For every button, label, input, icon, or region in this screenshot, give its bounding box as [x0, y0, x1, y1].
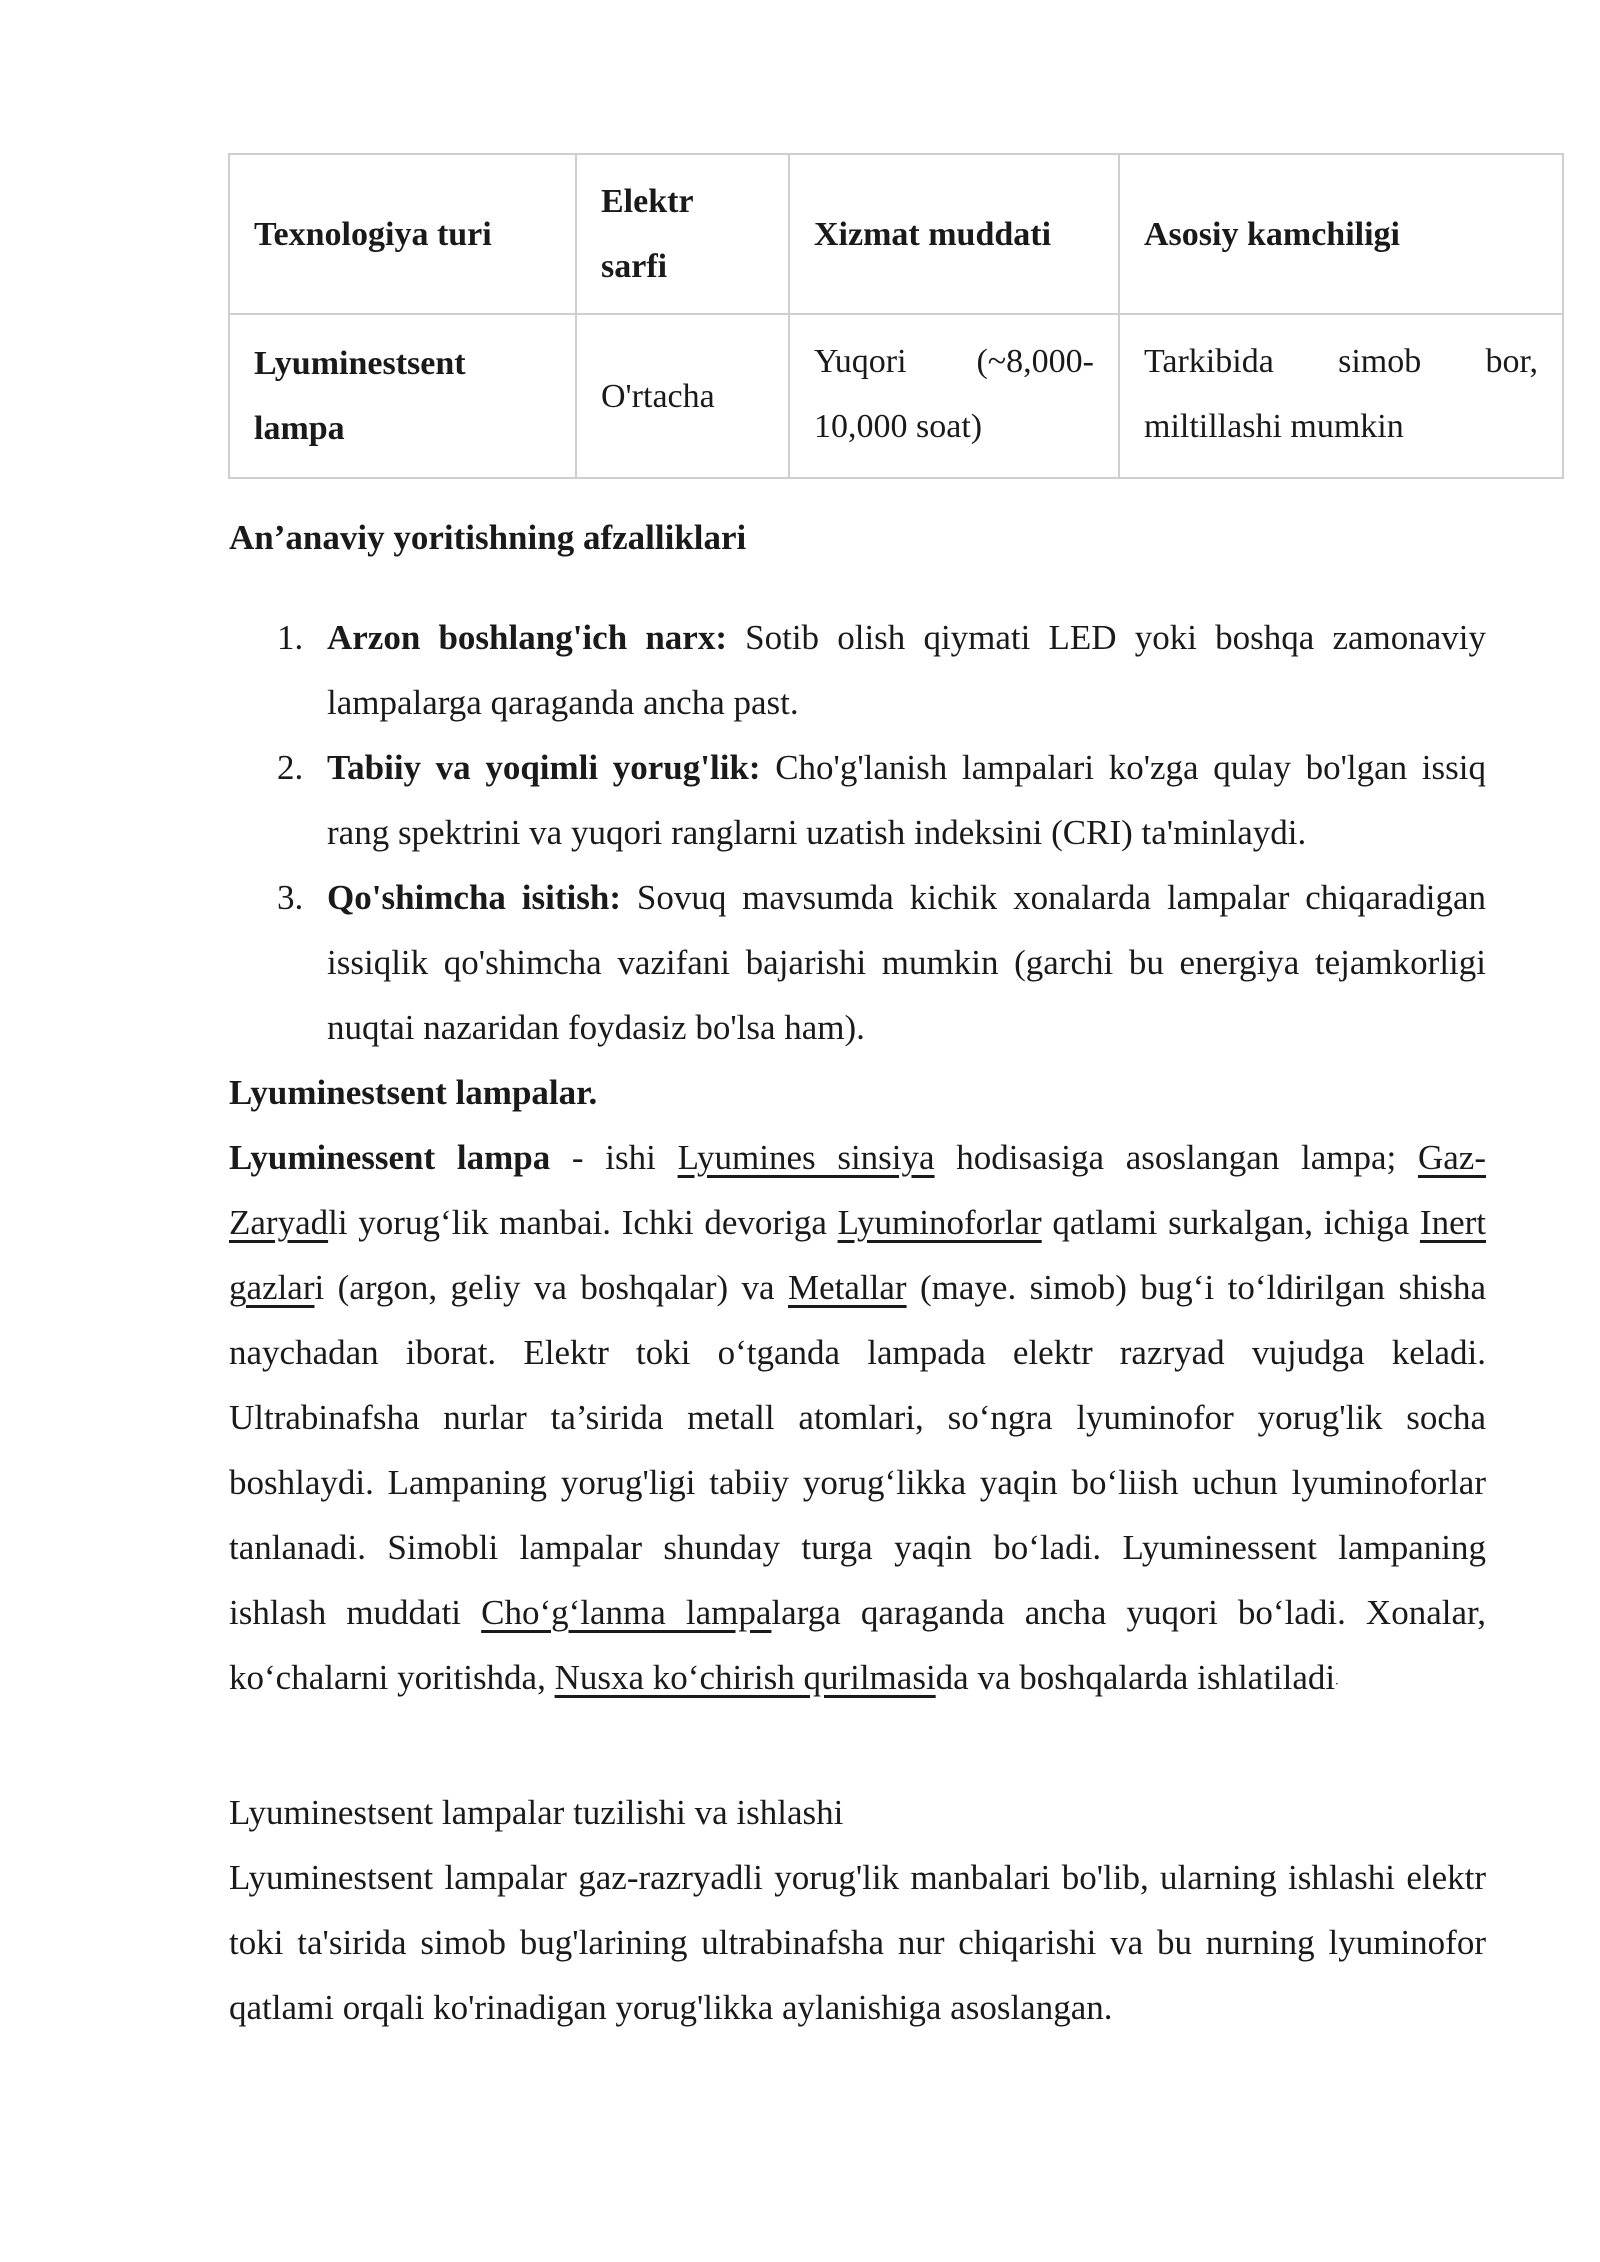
list-item-text: Sovuq mavsumda kichik xonalarda lampalar chiqaradigan issiqlik qo'shimcha vazifani bajarishi mumkin (garchi bu energiya tejamkorligi nuqtai nazaridan foydasiz bo'lsa ham).	[327, 878, 1486, 1047]
list-item	[229, 865, 1486, 1060]
structure-paragraph: Lyuminestsent lampalar gaz-razryadli yorug'lik manbalari bo'lib, ularning ishlashi elektr toki ta'sirida simob bug'larining ultrabinafsha nur chiqarishi va bu nurning lyuminofor qatlami orqali ko'rinadigan yorug'likka aylanishiga asoslangan.	[229, 1858, 1486, 2027]
link-lyuminoforlar[interactable]: Lyuminoforlar	[837, 1203, 1042, 1242]
header-drawback: Asosiy kamchiligi	[1119, 154, 1563, 314]
link-nusxa-kochirish[interactable]: Nusxa ko‘chirish qurilmasi	[554, 1658, 936, 1697]
link-chogʻlanma-lampa[interactable]: Cho‘g‘lanma lampa	[481, 1593, 772, 1632]
section-paragraph	[229, 1125, 1486, 1713]
technology-table	[228, 153, 1564, 479]
header-consumption: Elektr sarfi	[576, 154, 789, 314]
advantages-heading: An’anaviy yoritishning afzalliklari	[229, 518, 747, 557]
paragraph-text: li yorug‘lik manbai. Ichki devoriga	[328, 1203, 838, 1242]
paragraph-text: larga qaraganda ancha yuqori bo‘ladi. Xonalar, ko‘chalarni yoritishda,	[229, 1593, 1486, 1697]
list-item-text: Sotib olish qiymati LED yoki boshqa zamonaviy lampalarga qaraganda ancha past.	[327, 618, 1486, 722]
lead-term: Lyuminessent lampa	[229, 1138, 551, 1177]
table-header-row	[229, 154, 1563, 314]
list-item-title: Qo'shimcha isitish:	[327, 878, 621, 917]
paragraph-text: - ishi	[550, 1138, 678, 1177]
paragraph-end-mark: .	[1335, 1673, 1339, 1689]
link-gaz-zaryad[interactable]: Gaz-Zaryad	[229, 1138, 1487, 1242]
list-item-title: Arzon boshlang'ich narx:	[327, 618, 727, 657]
link-lyuminessinsiya[interactable]: Lyumines sinsiya	[677, 1138, 935, 1177]
list-item-text: Cho'g'lanish lampalari ko'zga qulay bo'lgan issiq rang spektrini va yuqori ranglarni uzatish indeksini (CRI) ta'minlaydi.	[327, 748, 1487, 852]
paragraph-text: (maye. simob) bug‘i to‘ldirilgan shisha naychadan iborat. Elektr toki o‘tganda lampada elektr razryad vujudga keladi. Ultrabinafsha nurlar ta’sirida metall atomlari, so‘ngra lyuminofor yorug'lik socha boshlaydi. Lampaning yorug'ligi tabiiy yorug‘likka yaqin bo‘liish uchun lyuminoforlar tanlanadi. Simobli lampalar shunday turga yaqin bo‘ladi. Lyuminessent lampaning ishlash muddati	[229, 1268, 1486, 1632]
structure-title: Lyuminestsent lampalar tuzilishi va ishlashi	[229, 1793, 844, 1832]
list-item	[229, 735, 1486, 865]
cell-lifetime: Yuqori (~8,000-10,000 soat)	[789, 314, 1119, 478]
link-inert-gazlar[interactable]: Inert gazlar	[229, 1203, 1486, 1307]
header-technology-type: Texnologiya turi	[229, 154, 576, 314]
paragraph-text: hodisasiga asoslangan lampa;	[934, 1138, 1418, 1177]
advantages-list	[229, 605, 1486, 1060]
cell-technology-type: Lyuminestsent lampa	[229, 314, 576, 478]
list-number: 1.	[277, 618, 304, 657]
header-lifetime: Xizmat muddati	[789, 154, 1119, 314]
list-number: 3.	[277, 878, 304, 917]
list-item	[229, 605, 1486, 735]
table-row	[229, 314, 1563, 478]
section-heading: Lyuminestsent lampalar.	[229, 1073, 598, 1112]
link-metallar[interactable]: Metallar	[788, 1268, 907, 1307]
list-number: 2.	[277, 748, 304, 787]
paragraph-text: qatlami surkalgan, ichiga	[1041, 1203, 1420, 1242]
paragraph-text: da va boshqalarda ishlatiladi	[935, 1658, 1336, 1697]
cell-consumption: O'rtacha	[576, 314, 789, 478]
list-item-title: Tabiiy va yoqimli yorug'lik:	[327, 748, 761, 787]
paragraph-text: i (argon, geliy va boshqalar) va	[314, 1268, 789, 1307]
cell-drawback: Tarkibida simob bor, miltillashi mumkin	[1119, 314, 1563, 478]
